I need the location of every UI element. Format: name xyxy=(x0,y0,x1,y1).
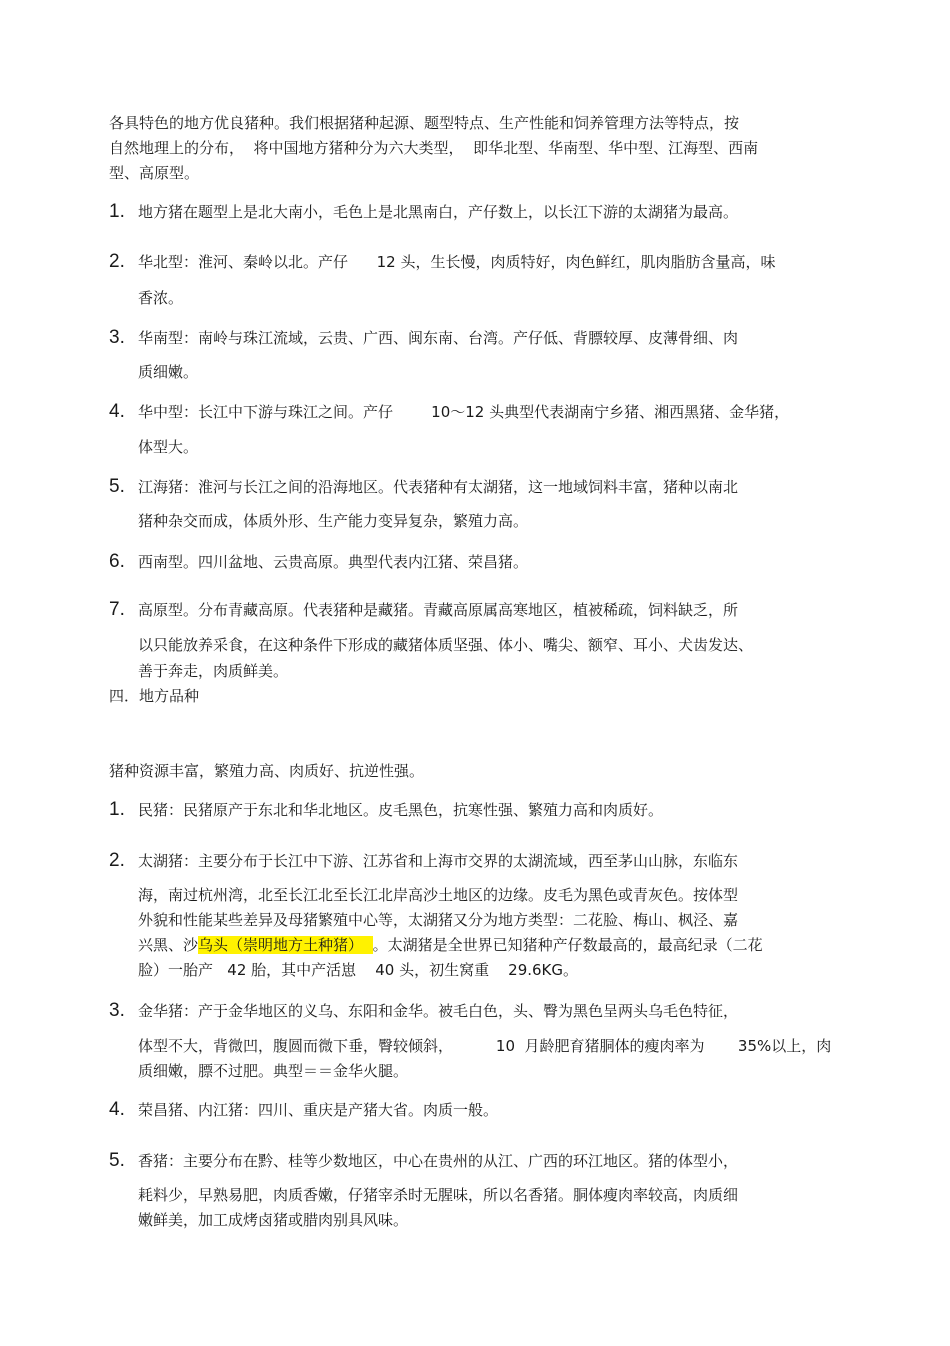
highlighted-text: 乌头（崇明地方土种猪） xyxy=(198,936,373,954)
list-item-text: 外貌和性能某些差异及母猪繁殖中心等，太湖猪又分为地方类型：二花脸、梅山、枫泾、嘉 xyxy=(138,911,739,929)
list-item-number: 3. xyxy=(109,1000,125,1021)
list-item-text: 金华猪：产于金华地区的义乌、东阳和金华。被毛白色，头、臀为黑色呈两头乌毛色特征， xyxy=(138,1002,739,1020)
list-item-text: 猪种杂交而成，体质外形、生产能力变异复杂，繁殖力高。 xyxy=(138,512,529,530)
list-item-number: 1. xyxy=(109,799,125,820)
list-item-text: 体型不大，背微凹，腹圆而微下垂，臀较倾斜， 10 月龄肥育猪胴体的瘦肉率为 35%以上，肉 xyxy=(138,1037,832,1055)
list-item-text: 香猪：主要分布在黔、桂等少数地区，中心在贵州的从江、广西的环江地区。猪的体型小， xyxy=(138,1152,739,1170)
list-item-text: 太湖猪：主要分布于长江中下游、江苏省和上海市交界的太湖流域，西至茅山山脉，东临东 xyxy=(138,852,739,870)
list-item-number: 7. xyxy=(109,599,125,620)
list-item-text: 以只能放养采食，在这种条件下形成的藏猪体质坚强、体小、嘴尖、额窄、耳小、犬齿发达、 xyxy=(138,636,754,654)
section-intro: 猪种资源丰富，繁殖力高、肉质好、抗逆性强。 xyxy=(109,762,425,780)
list-item-number: 1. xyxy=(109,201,125,222)
list-item-text: 江海猪：淮河与长江之间的沿海地区。代表猪种有太湖猪，这一地域饲料丰富，猪种以南北 xyxy=(138,478,739,496)
list-item-text: 荣昌猪、内江猪：四川、重庆是产猪大省。肉质一般。 xyxy=(138,1101,499,1119)
intro-line-1: 各具特色的地方优良猪种。我们根据猪种起源、题型特点、生产性能和饲养管理方法等特点，按 xyxy=(109,114,740,132)
intro-line-3: 型、高原型。 xyxy=(109,164,200,182)
list-item-text: 海，南过杭州湾，北至长江北至长江北岸高沙土地区的边缘。皮毛为黑色或青灰色。按体型 xyxy=(138,886,739,904)
list-item-number: 2. xyxy=(109,850,125,871)
list-item-text: 高原型。分布青藏高原。代表猪种是藏猪。青藏高原属高寒地区，植被稀疏，饲料缺乏，所 xyxy=(138,601,739,619)
intro-line-2: 自然地理上的分布， 将中国地方猪种分为六大类型， 即华北型、华南型、华中型、江海型、西南 xyxy=(109,139,759,157)
list-item-text: 质细嫩，膘不过肥。典型＝＝金华火腿。 xyxy=(138,1062,409,1080)
list-item-text: 西南型。四川盆地、云贵高原。典型代表内江猪、荣昌猪。 xyxy=(138,553,529,571)
list-item-number: 2. xyxy=(109,251,125,272)
list-item-number: 4. xyxy=(109,1099,125,1120)
list-item-number: 4. xyxy=(109,401,125,422)
list-item-text: 华中型：长江中下游与珠江之间。产仔 10～12 头典型代表湖南宁乡猪、湘西黑猪、金华猪， xyxy=(138,403,790,421)
list-item-number: 6. xyxy=(109,551,125,572)
list-item-number: 5. xyxy=(109,476,125,497)
list-item-text: 善于奔走，肉质鲜美。 xyxy=(138,662,289,680)
list-item-text: 民猪：民猪原产于东北和华北地区。皮毛黑色，抗寒性强、繁殖力高和肉质好。 xyxy=(138,801,664,819)
section-heading: 四．地方品种 xyxy=(109,687,200,705)
list-item-text: 香浓。 xyxy=(138,289,184,307)
list-item-text: 耗料少，早熟易肥，肉质香嫩，仔猪宰杀时无腥味，所以名香猪。胴体瘦肉率较高，肉质细 xyxy=(138,1186,739,1204)
list-item-text: 质细嫩。 xyxy=(138,363,199,381)
list-item-text xyxy=(138,935,763,955)
list-item-number: 5. xyxy=(109,1150,125,1171)
list-item-text: 地方猪在题型上是北大南小，毛色上是北黑南白，产仔数上，以长江下游的太湖猪为最高。 xyxy=(138,203,739,221)
list-item-text: 华北型：淮河、秦岭以北。产仔 12 头，生长慢，肉质特好，肉色鲜红，肌肉脂肪含量高，味 xyxy=(138,253,776,271)
list-item-number: 3. xyxy=(109,327,125,348)
list-item-text: 脸）一胎产 42 胎，其中产活崽 40 头，初生窝重 29.6KG。 xyxy=(138,961,579,979)
text-segment: 兴黑、沙 xyxy=(138,936,199,954)
list-item-text: 嫩鲜美，加工成烤卤猪或腊肉别具风味。 xyxy=(138,1211,409,1229)
text-segment: 。太湖猪是全世界已知猪种产仔数最高的，最高纪录（二花 xyxy=(372,936,763,954)
list-item-text: 体型大。 xyxy=(138,438,199,456)
list-item-text: 华南型：南岭与珠江流域，云贵、广西、闽东南、台湾。产仔低、背膘较厚、皮薄骨细、肉 xyxy=(138,329,739,347)
